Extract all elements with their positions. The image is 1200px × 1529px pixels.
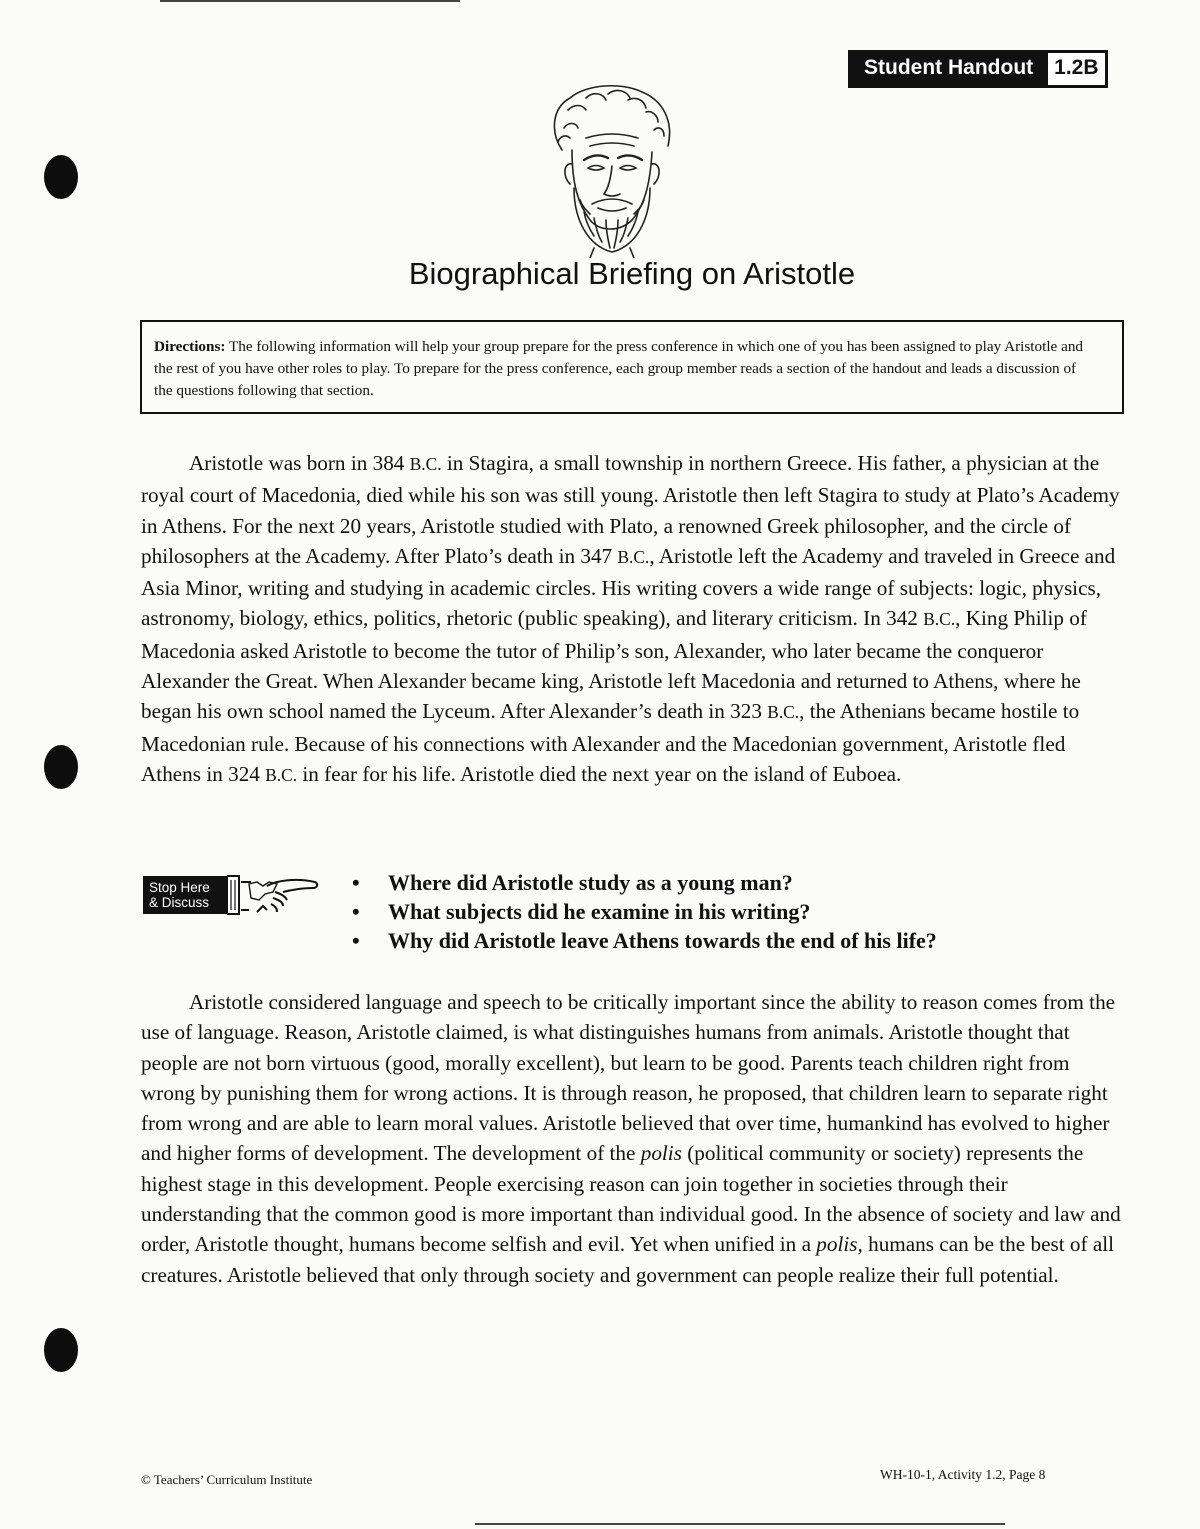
punch-hole (44, 155, 78, 199)
body-paragraph-biography: Aristotle was born in 384 B.C. in Stagira, a small township in northern Greece. His father, a physician at the royal court of Macedonia, died while his son was still young. Aristotle then left Stagira to study at Plato’s Academy in Athens. For the next 20 years, Aristotle studied with Plato, a renowned Greek philosopher, and the circle of philosophers at the Academy. After Plato’s death in 347 B.C., Aristotle left the Academy and traveled in Greece and Asia Minor, writing and studying in academic circles. His writing covers a wide range of subjects: logic, physics, astronomy, biology, ethics, politics, rhetoric (public speaking), and literary criticism. In 342 B.C., King Philip of Macedonia asked Aristotle to become the tutor of Philip’s son, Alexander, who later became the conqueror Alexander the Great. When Alexander became king, Aristotle left Macedonia and returned to Athens, where he began his own school named the Lyceum. After Alexander’s death in 323 B.C., the Athenians became hostile to Macedonian rule. Because of his connections with Alexander and the Macedonian government, Aristotle fled Athens in 324 B.C. in fear for his life. Aristotle died the next year on the island of Euboea. (141, 451, 1120, 786)
pointing-hand-icon (227, 872, 321, 918)
punch-hole (44, 745, 78, 789)
directions-box (140, 320, 1124, 414)
question-item: • Why did Aristotle leave Athens towards the end of his life? (350, 926, 937, 955)
page-title: Biographical Briefing on Aristotle (408, 256, 856, 291)
footer-page-reference: WH-10-1, Activity 1.2, Page 8 (880, 1467, 1046, 1482)
handout-number: 1.2B (1045, 50, 1107, 88)
stop-here-discuss-badge (143, 872, 323, 918)
bottom-edge-line (475, 1523, 1005, 1525)
punch-hole (44, 1328, 78, 1372)
stop-here-label: Stop Here & Discuss (143, 876, 227, 914)
directions-text: The following information will help your group prepare for the press conference in which one of you has been assigned to play Aristotle and the rest of you have other roles to play. To prepare for the press conference, each group member reads a section of the handout and leads a discussion of the questions following that section. (154, 338, 1084, 399)
body-paragraph-philosophy: Aristotle considered language and speech to be critically important since the ability to reason comes from the use of language. Reason, Aristotle claimed, is what distinguishes humans from animals. Aristotle thought that people are not born virtuous (good, morally excellent), but learn to be good. Parents teach children right from wrong by punishing them for wrong actions. It is through reason, he proposed, that children learn to separate right from wrong and are able to learn moral values. Aristotle believed that over time, humankind has evolved to higher and higher forms of development. The development of the polis (political community or society) represents the highest stage in this development. People exercising reason can join together in societies through their understanding that the common good is more important than individual good. In the absence of society and law and order, Aristotle thought, humans become selfish and evil. Yet when unified in a polis, humans can be the best of all creatures. Aristotle believed that only through society and government can people realize their full potential. (141, 990, 1121, 1287)
footer-copyright: © Teachers’ Curriculum Institute (141, 1472, 313, 1487)
directions-label: Directions: (154, 338, 226, 355)
discussion-questions (350, 868, 937, 955)
handout-label: Student Handout (848, 50, 1045, 88)
question-item: • What subjects did he examine in his writing? (350, 897, 937, 926)
question-item: • Where did Aristotle study as a young man? (350, 868, 937, 897)
top-edge-line (160, 0, 460, 2)
handout-badge (848, 50, 1108, 88)
aristotle-portrait-icon (528, 80, 692, 258)
